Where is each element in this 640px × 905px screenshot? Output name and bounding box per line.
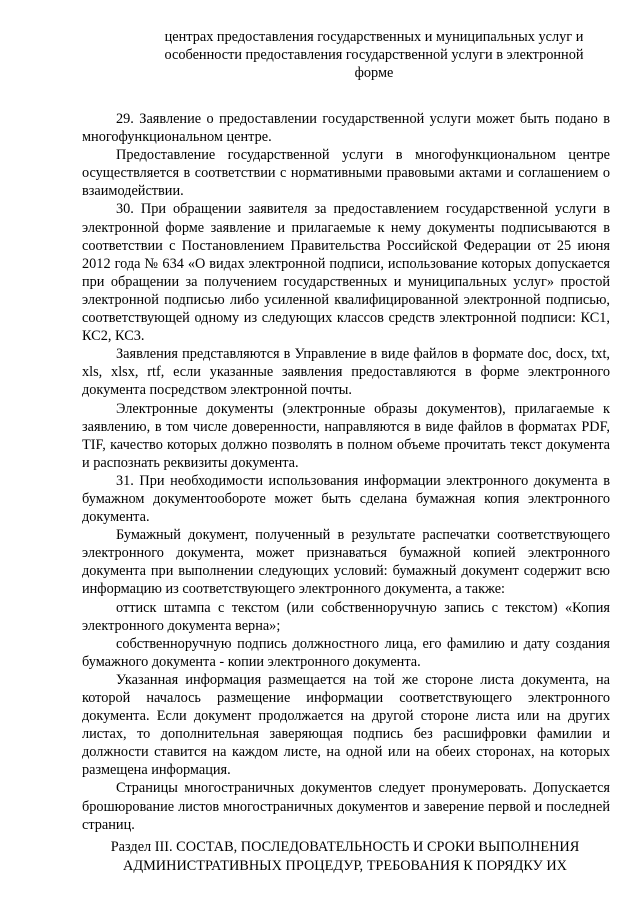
- section-title-line-2: АДМИНИСТРАТИВНЫХ ПРОЦЕДУР, ТРЕБОВАНИЯ К ПОРЯДКУ ИХ: [123, 858, 567, 874]
- paragraph-30: 30. При обращении заявителя за предоставлением государственной услуги в электронной форме заявление и прилагаемые к нему документы подписываются в соответствии с Постановлением Правительства Российской Федерации от 25 июня 2012 года № 634 «О видах электронной подписи, использование которых допускается при обращении за получением государственных и муниципальных услуг» простой электронной подписью либо усиленной квалифицированной электронной подписью, соответствующей одному из следующих классов средств электронной подписи: КС1, КС2, КС3.: [82, 201, 610, 345]
- heading-line-1: центрах предоставления государственных и муниципальных услуг и: [164, 29, 584, 45]
- heading-line-3: форме: [354, 65, 394, 82]
- paragraph-stamp: оттиск штампа с текстом (или собственноручную запись с текстом) «Копия электронного документа верна»;: [82, 599, 610, 634]
- paragraph-pages: Страницы многостраничных документов следует пронумеровать. Допускается брошюрование листов многостраничных документов и заверение первой и последней страниц.: [82, 780, 610, 833]
- heading-line-2: особенности предоставления государственной услуги в электронной: [164, 47, 584, 64]
- paragraph-placement: Указанная информация размещается на той же стороне листа документа, на которой началось размещение информации соответствующего электронного документа. Если документ продолжается на другой стороне листа или на других листах, то дополнительная заверяющая подпись без расшифровки фамилии и должности ставится на каждом листе, на одной или на обеих сторонах, на которых размещена информация.: [82, 671, 610, 779]
- paragraph-file-formats: Заявления представляются в Управление в виде файлов в формате doc, docx, txt, xls, xlsx, rtf, если указанные заявления предоставляются в форме электронного документа посредством электронной почты.: [82, 346, 610, 399]
- document-body: [82, 110, 610, 834]
- paragraph-paper-copy: Бумажный документ, полученный в результате распечатки соответствующего электронного документа, может признаваться бумажной копией электронного документа при выполнении следующих условий: бумажный документ содержит всю информацию из соответствующего электронного документа, а также:: [82, 527, 610, 598]
- paragraph-mfc: Предоставление государственной услуги в многофункциональном центре осуществляется в соответствии с нормативными правовыми актами и соглашением о взаимодействии.: [82, 147, 610, 200]
- paragraph-31: 31. При необходимости использования информации электронного документа в бумажном документообороте может быть сделана бумажная копия электронного документа.: [82, 472, 610, 526]
- section-title: [60, 838, 630, 876]
- subsection-heading: [150, 28, 598, 82]
- paragraph-29: 29. Заявление о предоставлении государственной услуги может быть подано в многофункциональном центре.: [82, 111, 610, 146]
- section-title-line-1: Раздел III. СОСТАВ, ПОСЛЕДОВАТЕЛЬНОСТЬ И СРОКИ ВЫПОЛНЕНИЯ: [110, 839, 580, 855]
- paragraph-electronic-docs: Электронные документы (электронные образы документов), прилагаемые к заявлению, в том числе доверенности, направляются в виде файлов в форматах PDF, TIF, качество которых должно позволять в полном объеме прочитать текст документа и распознать реквизиты документа.: [82, 400, 610, 471]
- paragraph-signature: собственноручную подпись должностного лица, его фамилию и дату создания бумажного документа - копии электронного документа.: [82, 635, 610, 670]
